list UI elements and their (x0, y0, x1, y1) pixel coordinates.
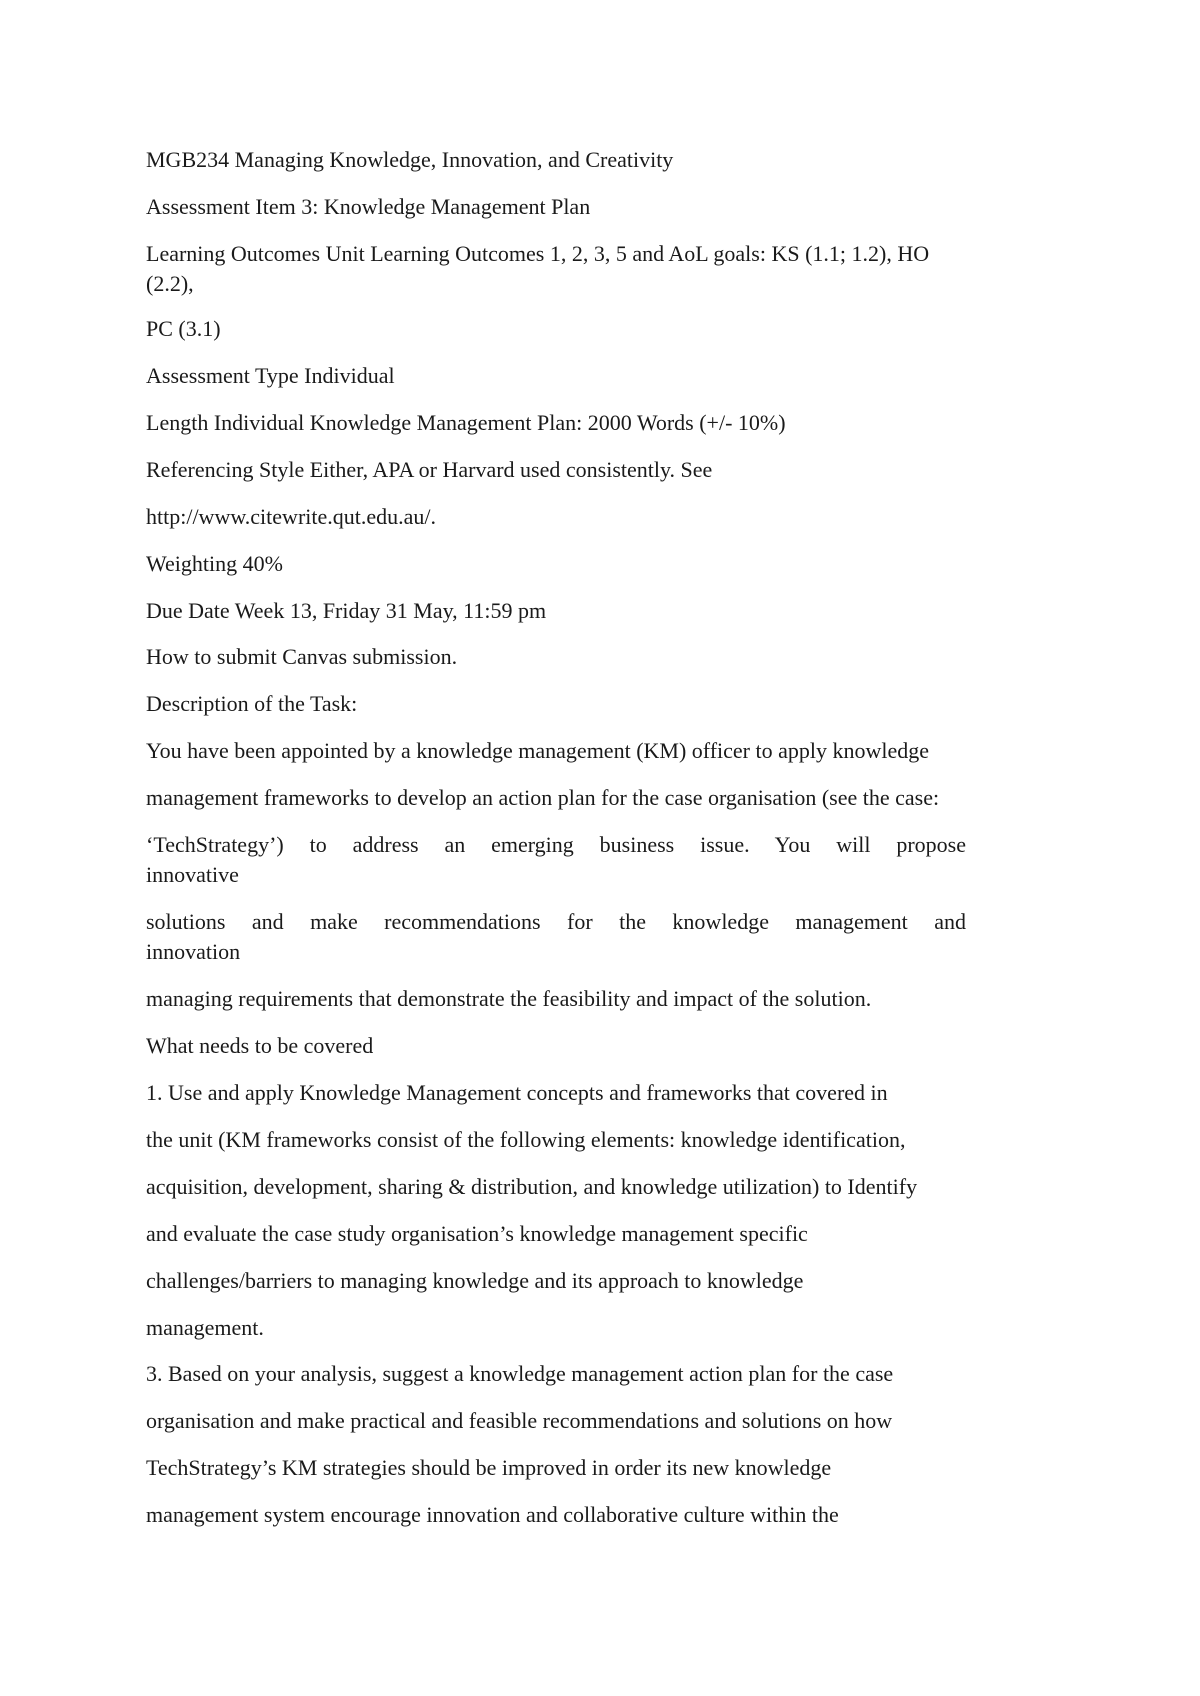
description-line-4: solutions and make recommendations for the knowledge management and (146, 909, 966, 934)
item-3-line-4: management system encourage innovation and collaborative culture within the (146, 1502, 839, 1527)
description-line-4-wrap: innovation (146, 939, 241, 964)
description-line-3-wrap: innovative (146, 862, 239, 887)
referencing-url: http://www.citewrite.qut.edu.au/. (146, 504, 437, 529)
how-to-submit: How to submit Canvas submission. (146, 644, 458, 669)
item-1-line-6: management. (146, 1315, 264, 1340)
covered-heading: What needs to be covered (146, 1033, 374, 1058)
item-3-line-3: TechStrategy’s KM strategies should be improved in order its new knowledge (146, 1455, 832, 1480)
item-1-line-4: and evaluate the case study organisation’s knowledge management specific (146, 1221, 808, 1246)
learning-outcomes: Learning Outcomes Unit Learning Outcomes 1, 2, 3, 5 and AoL goals: KS (1.1; 1.2), HO (2.2), (146, 241, 930, 296)
description-line-5: managing requirements that demonstrate the feasibility and impact of the solution. (146, 986, 872, 1011)
assessment-type: Assessment Type Individual (146, 363, 395, 388)
item-3-line-2: organisation and make practical and feasible recommendations and solutions on how (146, 1408, 893, 1433)
item-1-line-2: the unit (KM frameworks consist of the following elements: knowledge identification, (146, 1127, 906, 1152)
description-heading: Description of the Task: (146, 691, 358, 716)
due-date: Due Date Week 13, Friday 31 May, 11:59 pm (146, 598, 547, 623)
learning-outcomes-continued: PC (3.1) (146, 316, 221, 341)
description-line-2: management frameworks to develop an action plan for the case organisation (see the case: (146, 785, 940, 810)
referencing-style: Referencing Style Either, APA or Harvard used consistently. See (146, 457, 713, 482)
assessment-item: Assessment Item 3: Knowledge Management Plan (146, 194, 591, 219)
item-1-line-3: acquisition, development, sharing & distribution, and knowledge utilization) to Identify (146, 1174, 918, 1199)
length: Length Individual Knowledge Management Plan: 2000 Words (+/- 10%) (146, 410, 786, 435)
description-line-1: You have been appointed by a knowledge management (KM) officer to apply knowledge (146, 738, 930, 763)
course-title: MGB234 Managing Knowledge, Innovation, and Creativity (146, 147, 674, 172)
weighting: Weighting 40% (146, 551, 283, 576)
description-line-3: ‘TechStrategy’) to address an emerging business issue. You will propose (146, 832, 966, 857)
item-1-line-1: 1. Use and apply Knowledge Management concepts and frameworks that covered in (146, 1080, 888, 1105)
item-1-line-5: challenges/barriers to managing knowledge and its approach to knowledge (146, 1268, 804, 1293)
item-3-line-1: 3. Based on your analysis, suggest a knowledge management action plan for the case (146, 1361, 894, 1386)
